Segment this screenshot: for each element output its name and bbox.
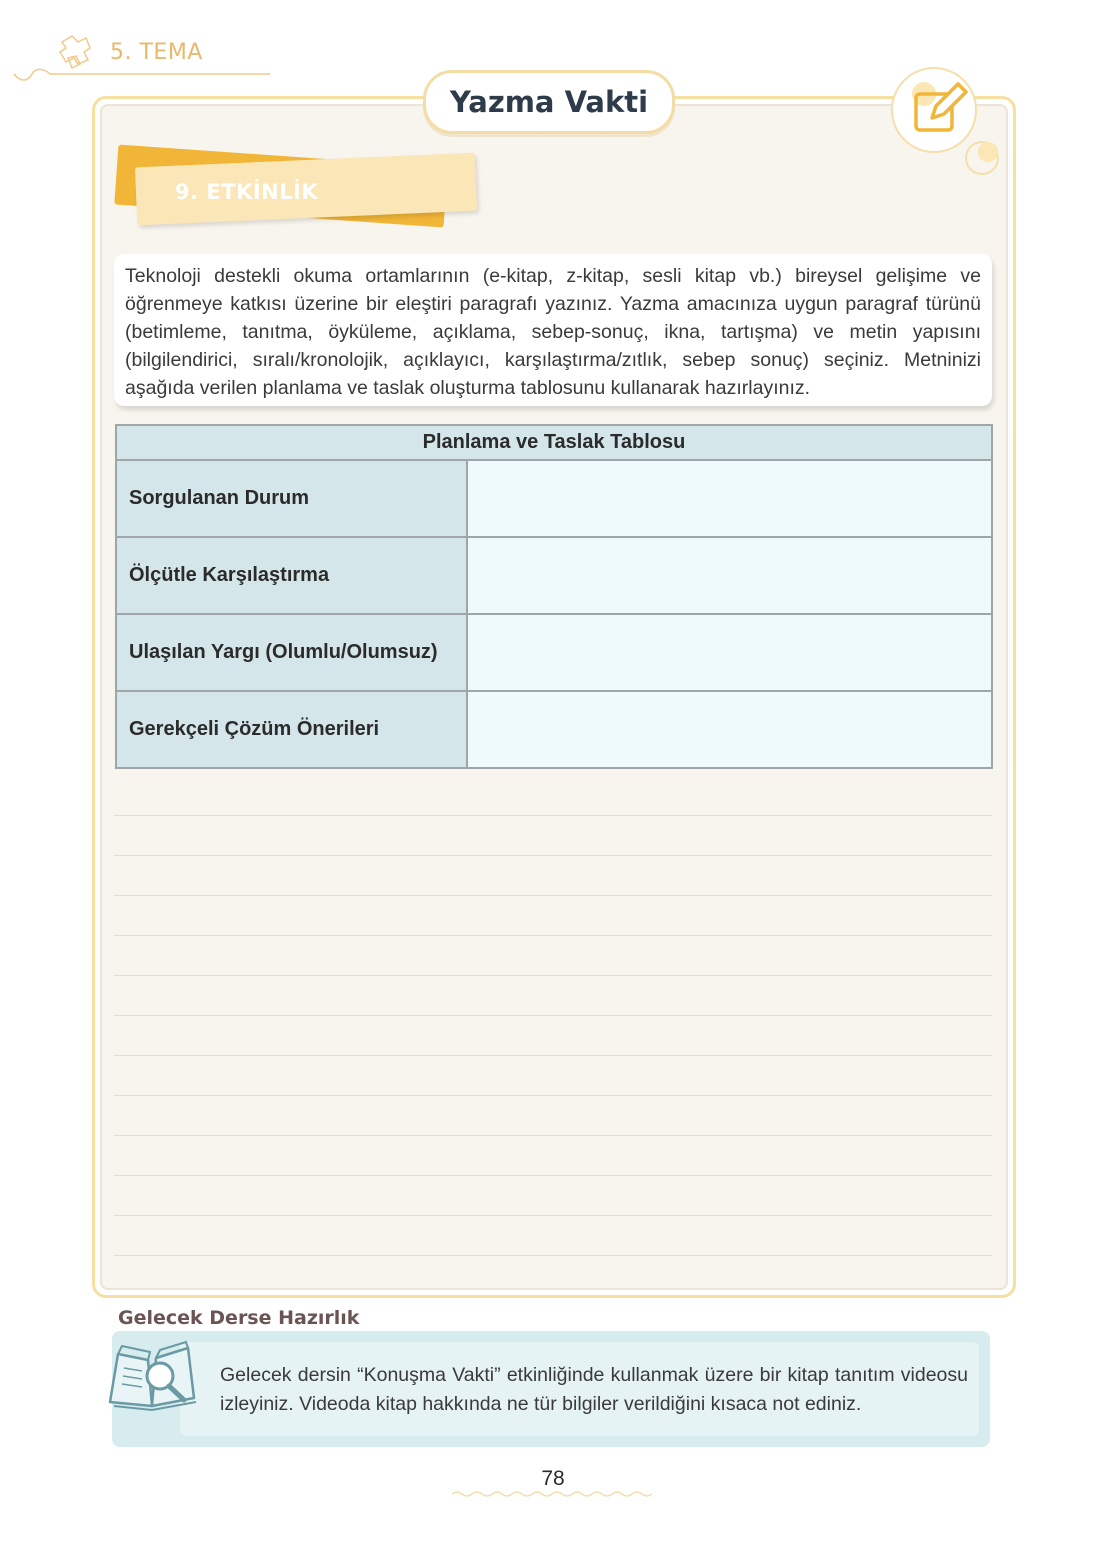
preparation-text: Gelecek dersin “Konuşma Vakti” etkinliğinde kullanmak üzere bir kitap tanıtım videosu izleyiniz. Videoda kitap hakkında ne tür bilgiler verildiğini kısaca not ediniz. [220,1364,968,1415]
row-label: Sorgulanan Durum [116,460,467,537]
writing-line [114,1135,992,1136]
writing-line [114,1095,992,1096]
section-title: Yazma Vakti [423,70,675,134]
answer-cell[interactable] [467,614,992,691]
table-row [116,614,992,691]
answer-cell[interactable] [467,537,992,614]
preparation-title: Gelecek Derse Hazırlık [118,1307,360,1329]
table-row [116,460,992,537]
row-label: Gerekçeli Çözüm Önerileri [116,691,467,768]
writing-line [114,1215,992,1216]
writing-line [114,855,992,856]
writing-line [114,895,992,896]
writing-line [114,815,992,816]
writing-area[interactable] [114,815,992,1295]
page-number: 78 [541,1467,565,1490]
writing-line [114,1175,992,1176]
row-label: Ulaşılan Yargı (Olumlu/Olumsuz) [116,614,467,691]
table-row [116,537,992,614]
writing-line [114,1255,992,1256]
planning-table [115,424,993,769]
writing-line [114,975,992,976]
answer-cell[interactable] [467,691,992,768]
theme-label: 5. TEMA [110,40,203,65]
writing-line [114,1015,992,1016]
activity-label: 9. ETKİNLİK [175,180,319,204]
pencil-note-icon [886,66,1006,182]
book-magnifier-icon [104,1336,200,1412]
answer-cell[interactable] [467,460,992,537]
instructions-text: Teknoloji destekli okuma ortamlarının (e-kitap, z-kitap, sesli kitap vb.) bireysel gelişime ve öğrenmeye katkısı üzerine bir eleştiri paragrafı yazınız. Yazma amacınıza uygun paragraf türünü (betimleme, tanıtma, öyküleme, açıklama, sebep-sonuç, ikna, tartışma) ve metin yapısını (bilgilendirici, sıralı/kronolojik, açıklayıcı, karşılaştırma/zıtlık, sebep sonuç) seçiniz. Metninizi aşağıda verilen planlama ve taslak oluşturma tablosunu kullanarak hazırlayınız. [125,265,981,399]
row-label: Ölçütle Karşılaştırma [116,537,467,614]
writing-line [114,1055,992,1056]
table-row [116,691,992,768]
writing-line [114,935,992,936]
planning-table-title: Planlama ve Taslak Tablosu [116,425,992,460]
page-number-underline [452,1490,652,1498]
